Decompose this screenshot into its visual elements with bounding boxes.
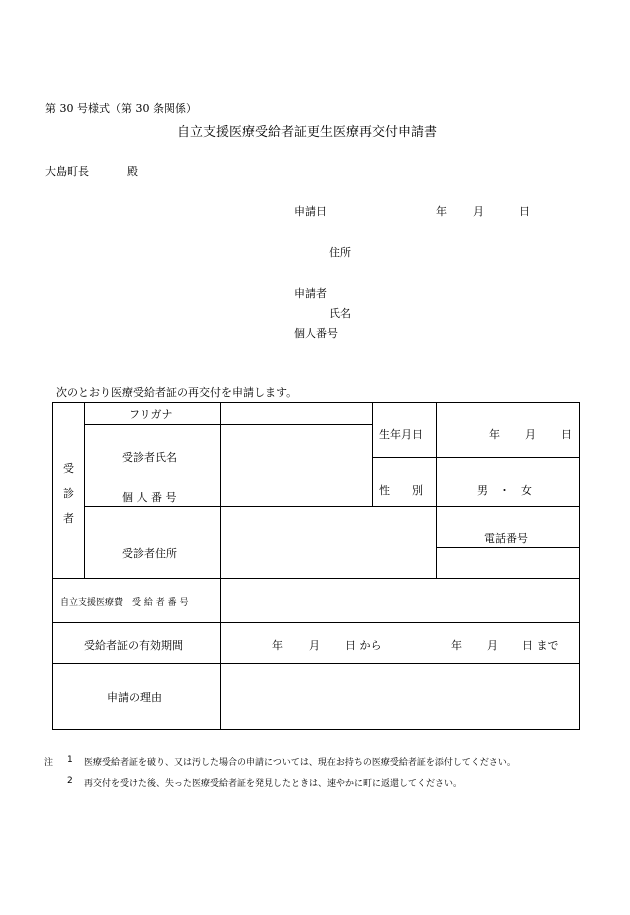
note-text: 再交付を受けた後、失った医療受給者証を発見したときは、速やかに町に返還してください。 bbox=[84, 779, 463, 789]
table-line bbox=[436, 402, 437, 507]
patient-char: 診 bbox=[63, 487, 74, 500]
note-number: 1 bbox=[67, 755, 73, 765]
table-line bbox=[220, 402, 221, 730]
sex-options: 男 ・ 女 bbox=[477, 484, 532, 497]
table-line bbox=[52, 663, 580, 664]
table-line bbox=[84, 402, 85, 579]
personal-number-label: 個人番号 bbox=[294, 327, 338, 340]
validity-label: 受給者証の有効期間 bbox=[84, 639, 183, 652]
application-date-year: 年 bbox=[436, 205, 447, 218]
table-line bbox=[436, 547, 580, 548]
addressee-honorific: 殿 bbox=[127, 165, 138, 178]
patient-char: 者 bbox=[63, 512, 74, 525]
note-text: 医療受給者証を破り、又は汚した場合の申請については、現在お持ちの医療受給者証を添付してください。 bbox=[84, 758, 516, 768]
notes-label: 注 bbox=[44, 758, 54, 768]
validity-month-from: 月 bbox=[309, 639, 320, 652]
table-border-top bbox=[52, 402, 580, 403]
form-number: 第 30 号様式（第 30 条関係） bbox=[45, 102, 197, 115]
validity-month-to: 月 bbox=[487, 639, 498, 652]
applicant-label: 申請者 bbox=[294, 287, 327, 300]
birth-year: 年 bbox=[489, 428, 500, 441]
validity-day-from: 日 から bbox=[345, 639, 382, 652]
application-date-day: 日 bbox=[519, 205, 530, 218]
reason-label: 申請の理由 bbox=[107, 691, 162, 704]
table-border-left bbox=[52, 402, 53, 730]
patient-address-label: 受診者住所 bbox=[122, 547, 177, 560]
phone-label: 電話番号 bbox=[484, 532, 528, 545]
table-line bbox=[84, 506, 580, 507]
intro-text: 次のとおり医療受給者証の再交付を申請します。 bbox=[56, 386, 298, 399]
application-date-label: 申請日 bbox=[294, 205, 327, 218]
birth-day: 日 bbox=[561, 428, 572, 441]
name-label: 氏名 bbox=[329, 307, 351, 320]
address-label: 住所 bbox=[329, 246, 351, 259]
sex-label: 性 別 bbox=[379, 484, 423, 497]
table-border-bottom bbox=[52, 729, 580, 730]
validity-day-to: 日 まで bbox=[522, 639, 559, 652]
table-line bbox=[436, 506, 437, 579]
furigana-label: フリガナ bbox=[129, 408, 173, 421]
table-border-right bbox=[579, 402, 580, 730]
patient-name-label: 受診者氏名 bbox=[122, 451, 177, 464]
patient-char: 受 bbox=[63, 462, 74, 475]
table-line bbox=[52, 622, 580, 623]
birth-date-label: 生年月日 bbox=[379, 428, 423, 441]
patient-personal-number-label: 個 人 番 号 bbox=[122, 491, 177, 504]
application-date-month: 月 bbox=[473, 205, 484, 218]
addressee-name: 大島町長 bbox=[45, 165, 89, 178]
table-line bbox=[372, 402, 373, 507]
validity-year-to: 年 bbox=[451, 639, 462, 652]
validity-year-from: 年 bbox=[272, 639, 283, 652]
table-line bbox=[372, 457, 580, 458]
certificate-number-label: 自立支援医療費 受 給 者 番 号 bbox=[60, 598, 189, 608]
table-line bbox=[52, 578, 580, 579]
note-number: 2 bbox=[67, 776, 73, 786]
table-line bbox=[84, 424, 372, 425]
birth-month: 月 bbox=[525, 428, 536, 441]
page-title: 自立支援医療受給者証更生医療再交付申請書 bbox=[177, 125, 438, 140]
